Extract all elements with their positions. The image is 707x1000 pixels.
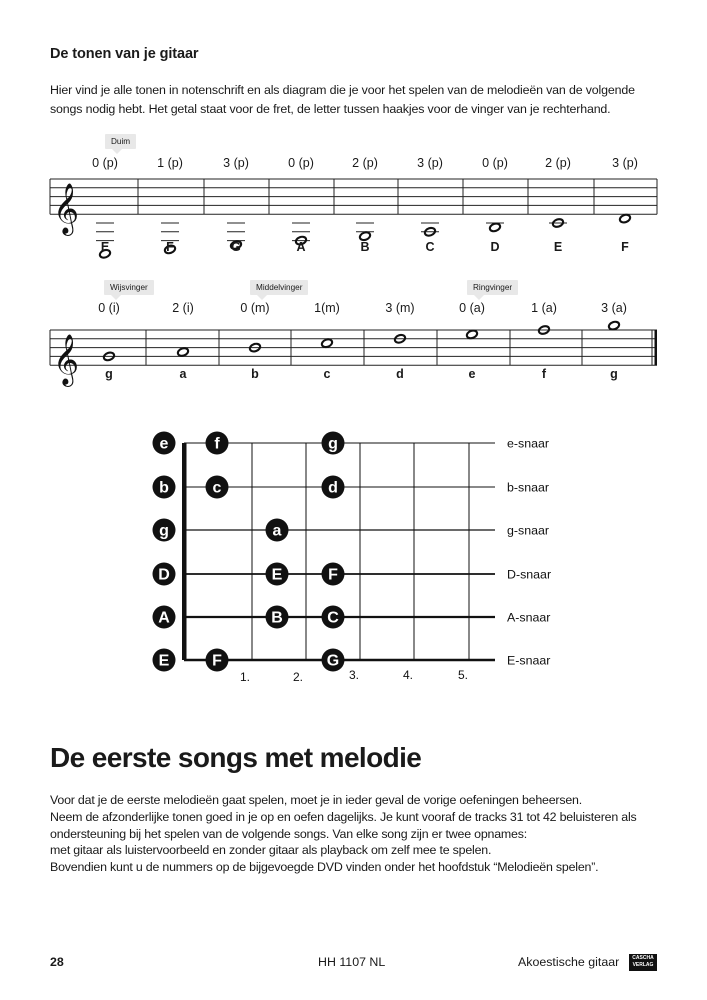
nut xyxy=(182,443,187,660)
note-name: E xyxy=(100,240,110,254)
fingering-label: 0 (m) xyxy=(240,301,270,315)
fret-note-name: G xyxy=(326,652,340,670)
fingering-label: 2 (p) xyxy=(545,156,571,170)
fret-note-name: f xyxy=(214,435,220,453)
section-title: De tonen van je gitaar xyxy=(50,46,199,62)
note-name: g xyxy=(610,367,618,381)
open-string-name: g xyxy=(159,522,169,540)
fret-note-name: d xyxy=(328,479,338,497)
note-name: c xyxy=(323,367,331,381)
treble-clef-icon: 𝄞 xyxy=(53,334,80,386)
fret-number: 3. xyxy=(348,668,360,682)
open-string-name: e xyxy=(159,435,169,453)
note-name: f xyxy=(541,367,547,381)
note-name: C xyxy=(425,240,435,254)
book-code: HH 1107 NL xyxy=(318,955,386,969)
fret-number: 1. xyxy=(239,670,251,684)
body-line: Bovendien kunt u de nummers op de bijgevoegde DVD vinden onder het hoofdstuk “Melodieën spelen”. xyxy=(50,860,599,875)
fingering-label: 0 (i) xyxy=(98,301,120,315)
fret-note-name: F xyxy=(328,566,338,584)
fret-note-name: C xyxy=(327,609,339,627)
fingering-label: 3 (p) xyxy=(223,156,249,170)
fingering-label: 2 (i) xyxy=(172,301,194,315)
note-name: F xyxy=(621,240,629,254)
string-label: D-snaar xyxy=(507,567,552,582)
note-name: F xyxy=(166,240,174,254)
open-string-name: D xyxy=(158,566,170,584)
body-line: met gitaar als luistervoorbeeld en zonder gitaar als playback om zelf mee te spelen. xyxy=(50,843,492,858)
fingering-label: 1 (p) xyxy=(157,156,183,170)
note-name: G xyxy=(231,240,241,254)
callout-ringvinger: Ringvinger xyxy=(467,280,518,295)
string-label: g-snaar xyxy=(507,523,550,538)
fret-note-name: a xyxy=(272,522,282,540)
open-string-name: b xyxy=(159,479,169,497)
fingering-label: 0 (a) xyxy=(459,301,485,315)
open-string-name: A xyxy=(158,609,170,627)
fret-note-name: E xyxy=(271,566,283,584)
fingering-label: 0 (p) xyxy=(92,156,118,170)
fingering-label: 3 (m) xyxy=(385,301,415,315)
fingering-label: 0 (p) xyxy=(482,156,508,170)
note-name: D xyxy=(490,240,500,254)
note-name: E xyxy=(553,240,563,254)
fingering-label: 1 (a) xyxy=(531,301,557,315)
fingering-label: 2 (p) xyxy=(352,156,378,170)
string-label: b-snaar xyxy=(507,480,550,495)
fingering-label: 1(m) xyxy=(314,301,340,315)
body-line: Neem de afzonderlijke tonen goed in je op en oefen dagelijks. Je kunt vooraf de tracks 31 tot 42 beluisteren als xyxy=(50,809,637,824)
treble-clef-icon: 𝄞 xyxy=(53,183,80,235)
open-string-name: E xyxy=(158,652,170,670)
fingering-label: 0 (p) xyxy=(288,156,314,170)
note-name: B xyxy=(360,240,370,254)
body-line: Voor dat je de eerste melodieën gaat spelen, moet je in ieder geval de vorige oefeningen beheersen. xyxy=(50,793,582,807)
note-name: a xyxy=(179,367,187,381)
fret-number: 5. xyxy=(457,668,469,682)
fingering-label: 3 (a) xyxy=(601,301,627,315)
fret-note-name: c xyxy=(212,479,222,497)
fret-note-name: F xyxy=(212,652,222,670)
string-label: A-snaar xyxy=(507,610,551,625)
fret-number: 2. xyxy=(292,670,304,684)
string-label: e-snaar xyxy=(507,436,550,451)
heading-songs: De eerste songs met melodie xyxy=(50,742,422,773)
body-paragraph xyxy=(50,792,680,876)
page-number: 28 xyxy=(50,955,64,969)
note-name: d xyxy=(396,367,404,381)
fret-note-name: B xyxy=(271,609,283,627)
intro-paragraph: Hier vind je alle tonen in notenschrift en als diagram die je voor het spelen van de melodieën van de volgende songs nodig hebt. Het getal staat voor de fret, de letter tussen haakjes voor de vinger van je rechterhand. xyxy=(50,83,635,116)
callout-duim: Duim xyxy=(105,134,136,149)
string-label: E-snaar xyxy=(507,653,551,668)
fret-note-name: g xyxy=(328,435,338,453)
fingering-label: 3 (p) xyxy=(417,156,443,170)
book-title: Akoestische gitaar xyxy=(518,955,620,969)
note-name: A xyxy=(296,240,306,254)
publisher-logo: CASCHA VERLAG xyxy=(629,954,657,971)
note-name: e xyxy=(468,367,476,381)
note-name: b xyxy=(251,367,259,381)
note-name: g xyxy=(105,367,113,381)
callout-wijsvinger: Wijsvinger xyxy=(104,280,154,295)
body-line: ondersteuning bij het spelen van de volgende songs. Van elke song zijn er twee opnames: xyxy=(50,826,527,841)
fret-number: 4. xyxy=(402,668,414,682)
callout-middelvinger: Middelvinger xyxy=(250,280,308,295)
fingering-label: 3 (p) xyxy=(612,156,638,170)
